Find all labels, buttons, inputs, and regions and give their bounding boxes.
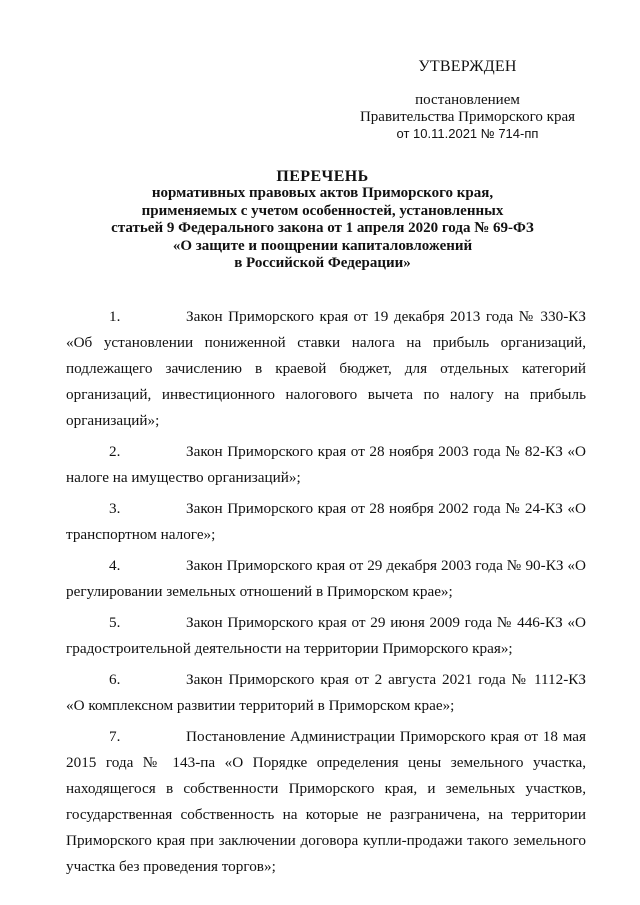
heading-line-2: применяемых с учетом особенностей, установленных <box>141 202 504 219</box>
approval-title: УТВЕРЖДЕН <box>418 58 517 75</box>
item-text: Закон Приморского края от 2 августа 2021 года № 1112-КЗ «О комплексном развитии территорий в Приморском крае»; <box>66 671 586 714</box>
item-text: Закон Приморского края от 28 ноября 2003 года № 82-КЗ «О налоге на имущество организаций»; <box>66 443 586 486</box>
heading-title: ПЕРЕЧЕНЬ <box>276 168 369 185</box>
list-item <box>66 667 586 719</box>
list-item <box>66 610 586 662</box>
item-number: 7. <box>109 728 121 745</box>
heading-line-1: нормативных правовых актов Приморского края, <box>151 185 494 202</box>
heading-line-4: «О защите и поощрении капиталовложений <box>172 237 473 254</box>
item-text: Закон Приморского края от 28 ноября 2002 года № 24-КЗ «О транспортном налоге»; <box>66 500 586 543</box>
heading-line-3: статьей 9 Федерального закона от 1 апреля 2020 года № 69-ФЗ <box>111 220 534 237</box>
item-number: 5. <box>109 614 121 631</box>
list-item <box>66 724 586 880</box>
item-text: Закон Приморского края от 29 июня 2009 года № 446-КЗ «О градостроительной деятельности на территории Приморского края»; <box>66 614 586 657</box>
approval-date-number: от 10.11.2021 № 714-пп <box>396 126 539 141</box>
approval-line-1: постановлением <box>415 92 520 108</box>
approval-line-2: Правительства Приморского края <box>359 109 576 125</box>
list-item <box>66 439 586 491</box>
item-number: 4. <box>109 557 121 574</box>
acts-list <box>66 304 586 885</box>
item-number: 6. <box>109 671 121 688</box>
list-item <box>66 304 586 434</box>
item-number: 2. <box>109 443 121 460</box>
heading-line-5: в Российской Федерации» <box>234 255 411 272</box>
document-heading <box>60 168 585 272</box>
item-text: Закон Приморского края от 19 декабря 2013 года № 330-КЗ «Об установлении пониженной ставки налога на прибыль организаций, подлежащего зачислению в краевой бюджет, для отдельных категорий организаций, инвестиционного налогового вычета по налогу на прибыль организаций»; <box>66 308 586 429</box>
item-text: Постановление Администрации Приморского края от 18 мая 2015 года № 143-па «О Порядке определения цены земельного участка, находящегося в собственности Приморского края, и земельных участков, государственная собственность на которые не разграничена, на территории Приморского края при заключении договора купли-продажи такого земельного участка без проведения торгов»; <box>66 728 586 875</box>
item-number: 3. <box>109 500 121 517</box>
item-text: Закон Приморского края от 29 декабря 2003 года № 90-КЗ «О регулировании земельных отношений в Приморском крае»; <box>66 557 586 600</box>
list-item <box>66 496 586 548</box>
item-number: 1. <box>109 308 121 325</box>
list-item <box>66 553 586 605</box>
